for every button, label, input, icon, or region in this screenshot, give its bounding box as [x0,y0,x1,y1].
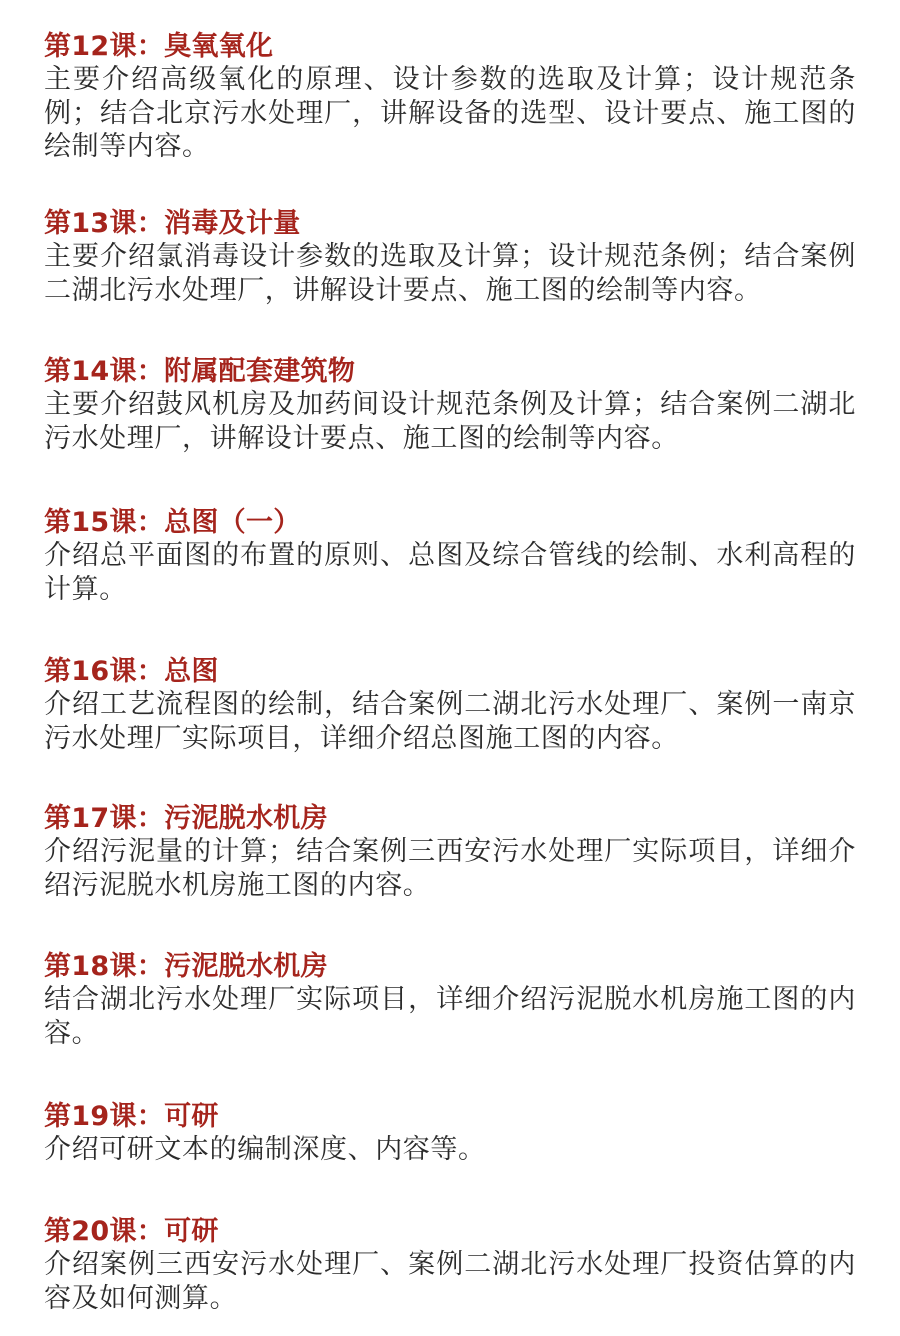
lesson-description: 介绍案例三西安污水处理厂、案例二湖北污水处理厂投资估算的内容及如何测算。 [44,1249,856,1314]
lesson-title: 第15课：总图（一） [44,507,301,538]
lesson-description: 结合湖北污水处理厂实际项目，详细介绍污泥脱水机房施工图的内容。 [44,984,856,1049]
lesson-17 [44,802,856,902]
lesson-description: 主要介绍氯消毒设计参数的选取及计算；设计规范条例；结合案例二湖北污水处理厂，讲解设计要点、施工图的绘制等内容。 [44,241,856,306]
lesson-description: 介绍总平面图的布置的原则、总图及综合管线的绘制、水利高程的计算。 [44,540,856,605]
lesson-13 [44,207,856,307]
lesson-description: 主要介绍高级氧化的原理、设计参数的选取及计算；设计规范条例；结合北京污水处理厂，讲解设备的选型、设计要点、施工图的绘制等内容。 [44,64,856,162]
lesson-20 [44,1215,856,1315]
lesson-description: 主要介绍鼓风机房及加药间设计规范条例及计算；结合案例二湖北污水处理厂，讲解设计要点、施工图的绘制等内容。 [44,389,856,454]
lesson-title: 第18课：污泥脱水机房 [44,951,328,982]
lesson-title: 第16课：总图 [44,656,219,687]
lesson-12 [44,30,856,164]
lesson-description: 介绍工艺流程图的绘制，结合案例二湖北污水处理厂、案例一南京污水处理厂实际项目，详细介绍总图施工图的内容。 [44,689,856,754]
lesson-title: 第13课：消毒及计量 [44,208,301,239]
lesson-title: 第12课：臭氧氧化 [44,31,274,62]
lesson-description: 介绍污泥量的计算；结合案例三西安污水处理厂实际项目，详细介绍污泥脱水机房施工图的内容。 [44,836,856,901]
lesson-title: 第20课：可研 [44,1216,219,1247]
lesson-description: 介绍可研文本的编制深度、内容等。 [44,1134,486,1165]
lesson-title: 第14课：附属配套建筑物 [44,356,356,387]
lesson-15 [44,506,856,606]
lesson-18 [44,950,856,1050]
lesson-14 [44,355,856,455]
lesson-title: 第17课：污泥脱水机房 [44,803,328,834]
lesson-19 [44,1100,856,1167]
lesson-16 [44,655,856,755]
lesson-title: 第19课：可研 [44,1101,219,1132]
